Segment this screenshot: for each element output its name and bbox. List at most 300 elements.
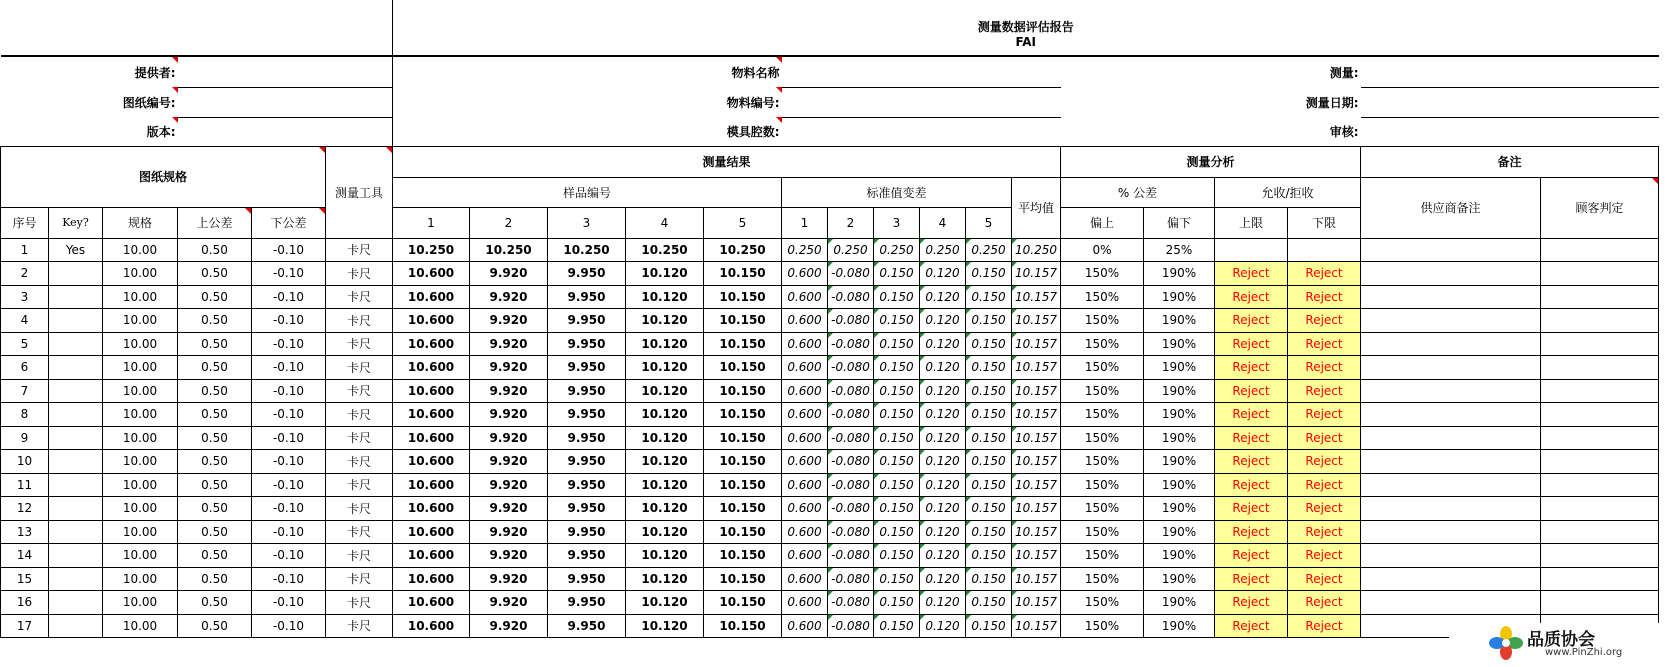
dev-col-header: 2 [828, 207, 874, 238]
std-dev-header: 标准值变差 [782, 177, 1012, 207]
seq-cell: 13 [1, 520, 49, 544]
seq-cell: 6 [1, 356, 49, 380]
sample-cell: 9.950 [548, 520, 626, 544]
lower-tol-cell: -0.10 [252, 426, 326, 450]
dev-cell: 0.250 [874, 238, 920, 262]
key-cell [49, 520, 103, 544]
sample-cell: 9.950 [548, 426, 626, 450]
sample-cell: 10.120 [626, 285, 704, 309]
tool-cell: 卡尺 [326, 614, 393, 638]
sample-cell: 9.950 [548, 450, 626, 474]
supplier-remark-cell[interactable] [1361, 403, 1541, 427]
dev-cell: -0.080 [828, 614, 874, 638]
dev-cell: 0.150 [966, 332, 1012, 356]
sample-cell: 10.600 [393, 544, 470, 568]
spec-cell: 10.00 [103, 497, 178, 521]
dev-cell: 0.150 [966, 591, 1012, 615]
lower-tol-cell: -0.10 [252, 497, 326, 521]
supplier-remark-cell[interactable] [1361, 332, 1541, 356]
customer-judge-cell[interactable] [1541, 332, 1659, 356]
seq-cell: 2 [1, 262, 49, 286]
mean-cell: 10.157 [1012, 567, 1061, 591]
table-row [1, 332, 1659, 356]
lower-result-cell: Reject [1288, 497, 1361, 521]
version-field[interactable] [178, 117, 393, 146]
sample-cell: 10.600 [393, 285, 470, 309]
dev-cell: 0.600 [782, 567, 828, 591]
tool-cell: 卡尺 [326, 356, 393, 380]
sample-cell: 9.920 [470, 309, 548, 333]
table-row [1, 285, 1659, 309]
customer-judge-cell[interactable] [1541, 309, 1659, 333]
key-cell [49, 544, 103, 568]
accept-reject-header: 允收/拒收 [1215, 177, 1361, 207]
key-cell [49, 567, 103, 591]
mean-cell: 10.157 [1012, 497, 1061, 521]
drawing-spec-header: 图纸规格 [1, 146, 326, 207]
material-name-label: 物料名称 [393, 56, 782, 87]
key-header: Key? [49, 207, 103, 238]
sample-cell: 9.920 [470, 473, 548, 497]
drawing-no-field[interactable] [178, 87, 393, 117]
lower-tol-cell: -0.10 [252, 262, 326, 286]
tool-cell: 卡尺 [326, 262, 393, 286]
dev-cell: 0.600 [782, 356, 828, 380]
pct-up-cell: 150% [1061, 544, 1144, 568]
pct-down-cell: 190% [1144, 426, 1215, 450]
sample-col-header: 4 [626, 207, 704, 238]
sample-cell: 9.920 [470, 520, 548, 544]
lower-result-cell: Reject [1288, 403, 1361, 427]
lower-result-cell: Reject [1288, 544, 1361, 568]
supplier-remark-cell[interactable] [1361, 426, 1541, 450]
seq-cell: 15 [1, 567, 49, 591]
sample-cell: 9.950 [548, 332, 626, 356]
spec-cell: 10.00 [103, 591, 178, 615]
table-row [1, 567, 1659, 591]
dev-cell: 0.150 [874, 520, 920, 544]
mean-cell: 10.250 [1012, 238, 1061, 262]
sample-no-header: 样品编号 [393, 177, 782, 207]
lower-tol-cell: -0.10 [252, 379, 326, 403]
dev-cell: -0.080 [828, 403, 874, 427]
sample-cell: 10.120 [626, 567, 704, 591]
mean-cell: 10.157 [1012, 544, 1061, 568]
supplier-remark-cell[interactable] [1361, 591, 1541, 615]
upper-tol-cell: 0.50 [178, 473, 252, 497]
dev-cell: 0.150 [874, 544, 920, 568]
upper-result-cell: Reject [1215, 544, 1288, 568]
spec-cell: 10.00 [103, 403, 178, 427]
dev-cell: 0.150 [966, 614, 1012, 638]
sample-cell: 10.600 [393, 497, 470, 521]
tool-cell: 卡尺 [326, 379, 393, 403]
sample-cell: 10.120 [626, 520, 704, 544]
dev-cell: 0.150 [966, 473, 1012, 497]
sample-cell: 9.950 [548, 591, 626, 615]
upper-result-cell: Reject [1215, 450, 1288, 474]
upper-tol-cell: 0.50 [178, 379, 252, 403]
table-row [1, 591, 1659, 615]
dev-cell: -0.080 [828, 544, 874, 568]
dev-cell: -0.080 [828, 379, 874, 403]
upper-tol-cell: 0.50 [178, 262, 252, 286]
customer-judge-cell[interactable] [1541, 238, 1659, 262]
dev-cell: 0.150 [874, 614, 920, 638]
lower-result-cell: Reject [1288, 332, 1361, 356]
customer-judge-cell[interactable] [1541, 544, 1659, 568]
table-row [1, 262, 1659, 286]
material-no-field[interactable] [782, 87, 1061, 117]
supplier-remark-cell[interactable] [1361, 473, 1541, 497]
dev-col-header: 1 [782, 207, 828, 238]
sample-cell: 10.600 [393, 262, 470, 286]
sample-cell: 9.920 [470, 450, 548, 474]
supplier-remark-cell[interactable] [1361, 285, 1541, 309]
dev-cell: 0.120 [920, 567, 966, 591]
sample-cell: 9.950 [548, 497, 626, 521]
tool-cell: 卡尺 [326, 450, 393, 474]
supplier-remark-cell[interactable] [1361, 567, 1541, 591]
spec-cell: 10.00 [103, 262, 178, 286]
upper-tol-cell: 0.50 [178, 544, 252, 568]
tool-cell: 卡尺 [326, 544, 393, 568]
upper-result-cell: Reject [1215, 262, 1288, 286]
dev-cell: 0.600 [782, 426, 828, 450]
version-label: 版本: [1, 117, 178, 146]
key-cell [49, 356, 103, 380]
mean-cell: 10.157 [1012, 309, 1061, 333]
tool-cell: 卡尺 [326, 285, 393, 309]
sample-cell: 9.950 [548, 356, 626, 380]
sample-cell: 9.920 [470, 426, 548, 450]
sample-cell: 9.950 [548, 379, 626, 403]
tool-cell: 卡尺 [326, 309, 393, 333]
customer-judge-cell[interactable] [1541, 379, 1659, 403]
lower-tol-cell: -0.10 [252, 520, 326, 544]
seq-cell: 3 [1, 285, 49, 309]
key-cell [49, 332, 103, 356]
pct-up-cell: 150% [1061, 497, 1144, 521]
mean-cell: 10.157 [1012, 262, 1061, 286]
sample-cell: 10.600 [393, 379, 470, 403]
upper-result-cell: Reject [1215, 567, 1288, 591]
table-row [1, 497, 1659, 521]
dev-cell: 0.150 [874, 309, 920, 333]
key-cell [49, 591, 103, 615]
table-row [1, 238, 1659, 262]
customer-judge-cell[interactable] [1541, 403, 1659, 427]
seq-cell: 7 [1, 379, 49, 403]
customer-judge-cell[interactable] [1541, 567, 1659, 591]
upper-result-cell: Reject [1215, 520, 1288, 544]
upper-result-cell: Reject [1215, 614, 1288, 638]
tool-cell: 卡尺 [326, 426, 393, 450]
sample-cell: 10.600 [393, 473, 470, 497]
dev-cell: 0.150 [874, 403, 920, 427]
data-rows [1, 238, 1659, 638]
measure-date-label: 测量日期: [1305, 95, 1359, 110]
dev-cell: 0.600 [782, 262, 828, 286]
upper-tol-cell: 0.50 [178, 520, 252, 544]
cavity-field[interactable] [782, 117, 1061, 146]
lower-result-cell: Reject [1288, 591, 1361, 615]
pct-up-cell: 150% [1061, 426, 1144, 450]
upper-result-cell: Reject [1215, 285, 1288, 309]
dev-cell: 0.120 [920, 520, 966, 544]
dev-cell: 0.600 [782, 591, 828, 615]
seq-cell: 8 [1, 403, 49, 427]
upper-tol-cell: 0.50 [178, 450, 252, 474]
dev-cell: 0.120 [920, 473, 966, 497]
dev-cell: 0.150 [874, 591, 920, 615]
sample-cell: 10.120 [626, 356, 704, 380]
sample-cell: 10.150 [704, 591, 782, 615]
customer-judge-cell[interactable] [1541, 497, 1659, 521]
material-no-label: 物料编号: [393, 87, 782, 117]
sample-col-header: 2 [470, 207, 548, 238]
sample-cell: 9.950 [548, 403, 626, 427]
sample-cell: 10.600 [393, 426, 470, 450]
key-cell [49, 379, 103, 403]
sample-cell: 10.150 [704, 450, 782, 474]
sample-cell: 9.920 [470, 262, 548, 286]
spec-cell: 10.00 [103, 520, 178, 544]
supplier-remark-cell[interactable] [1361, 238, 1541, 262]
review-label: 审核: [1329, 124, 1359, 139]
results-header: 测量结果 [393, 146, 1061, 177]
sample-cell: 10.600 [393, 309, 470, 333]
upper-tol-cell: 0.50 [178, 591, 252, 615]
spec-cell: 10.00 [103, 356, 178, 380]
dev-cell: 0.150 [966, 567, 1012, 591]
key-cell [49, 614, 103, 638]
seq-cell: 10 [1, 450, 49, 474]
spec-cell: 10.00 [103, 238, 178, 262]
sample-cell: 10.150 [704, 379, 782, 403]
sample-cell: 10.150 [704, 285, 782, 309]
mean-cell: 10.157 [1012, 614, 1061, 638]
upper-tol-cell: 0.50 [178, 426, 252, 450]
pct-down-cell: 190% [1144, 403, 1215, 427]
spec-cell: 10.00 [103, 614, 178, 638]
measure-field[interactable] [1361, 56, 1659, 87]
sample-cell: 10.150 [704, 426, 782, 450]
dev-cell: 0.250 [966, 238, 1012, 262]
sample-cell: 9.950 [548, 473, 626, 497]
seq-cell: 9 [1, 426, 49, 450]
dev-cell: 0.120 [920, 497, 966, 521]
review-field[interactable] [1361, 117, 1659, 146]
dev-cell: 0.600 [782, 544, 828, 568]
sample-cell: 9.920 [470, 567, 548, 591]
lower-result-cell: Reject [1288, 379, 1361, 403]
key-cell [49, 497, 103, 521]
dev-cell: 0.600 [782, 497, 828, 521]
sample-cell: 10.250 [626, 238, 704, 262]
customer-judge-cell[interactable] [1541, 591, 1659, 615]
customer-judge-cell[interactable] [1541, 426, 1659, 450]
pct-down-cell: 190% [1144, 544, 1215, 568]
blank-cell [1, 35, 393, 56]
sample-cell: 10.120 [626, 426, 704, 450]
dev-cell: 0.120 [920, 356, 966, 380]
dev-cell: 0.250 [920, 238, 966, 262]
report-title: 测量数据评估报告 [393, 0, 1659, 35]
dev-cell: -0.080 [828, 473, 874, 497]
dev-cell: 0.150 [874, 473, 920, 497]
table-row [1, 520, 1659, 544]
measure-date-field[interactable] [1361, 87, 1659, 117]
mean-cell: 10.157 [1012, 426, 1061, 450]
dev-col-header: 5 [966, 207, 1012, 238]
customer-judge-cell[interactable] [1541, 285, 1659, 309]
table-row [1, 450, 1659, 474]
lower-tol-cell: -0.10 [252, 309, 326, 333]
tool-cell: 卡尺 [326, 591, 393, 615]
lower-result-cell: Reject [1288, 520, 1361, 544]
dev-cell: -0.080 [828, 497, 874, 521]
pct-up-cell: 150% [1061, 262, 1144, 286]
seq-cell: 11 [1, 473, 49, 497]
pct-up-cell: 150% [1061, 356, 1144, 380]
customer-judge-cell[interactable] [1541, 356, 1659, 380]
sample-cell: 9.920 [470, 356, 548, 380]
sample-cell: 10.120 [626, 379, 704, 403]
sample-cell: 10.150 [704, 403, 782, 427]
supplier-remark-cell[interactable] [1361, 262, 1541, 286]
sample-cell: 10.120 [626, 473, 704, 497]
upper-result-cell: Reject [1215, 356, 1288, 380]
supplier-remark-cell[interactable] [1361, 520, 1541, 544]
mean-cell: 10.157 [1012, 285, 1061, 309]
mean-cell: 10.157 [1012, 473, 1061, 497]
upper-tol-cell: 0.50 [178, 238, 252, 262]
upper-result-cell: Reject [1215, 473, 1288, 497]
sample-cell: 10.250 [393, 238, 470, 262]
sample-cell: 9.950 [548, 614, 626, 638]
tool-cell: 卡尺 [326, 520, 393, 544]
pct-down-cell: 190% [1144, 356, 1215, 380]
pct-up-cell: 150% [1061, 614, 1144, 638]
pct-up-cell: 150% [1061, 591, 1144, 615]
dev-cell: -0.080 [828, 426, 874, 450]
pct-down-cell: 190% [1144, 497, 1215, 521]
sample-cell: 10.120 [626, 450, 704, 474]
pct-down-cell: 190% [1144, 285, 1215, 309]
dev-cell: 0.120 [920, 379, 966, 403]
supplier-remark-cell[interactable] [1361, 497, 1541, 521]
sample-cell: 10.250 [548, 238, 626, 262]
table-row [1, 309, 1659, 333]
supplier-remark-cell[interactable] [1361, 356, 1541, 380]
dev-cell: -0.080 [828, 591, 874, 615]
mean-cell: 10.157 [1012, 520, 1061, 544]
dev-cell: 0.120 [920, 591, 966, 615]
sample-cell: 10.600 [393, 332, 470, 356]
seq-cell: 16 [1, 591, 49, 615]
watermark-name: 品质协会 [1527, 630, 1595, 650]
dev-cell: 0.120 [920, 544, 966, 568]
seq-header: 序号 [1, 207, 49, 238]
sample-cell: 10.150 [704, 520, 782, 544]
table-row [1, 544, 1659, 568]
upper-result-cell: Reject [1215, 332, 1288, 356]
sample-cell: 9.920 [470, 497, 548, 521]
bias-down-header: 偏下 [1144, 207, 1215, 238]
customer-judge-cell[interactable] [1541, 520, 1659, 544]
dev-cell: 0.600 [782, 332, 828, 356]
lower-tol-cell: -0.10 [252, 473, 326, 497]
dev-cell: 0.120 [920, 309, 966, 333]
dev-cell: 0.150 [874, 332, 920, 356]
supplier-remark-cell[interactable] [1361, 544, 1541, 568]
pct-up-cell: 150% [1061, 450, 1144, 474]
lower-tol-cell: -0.10 [252, 356, 326, 380]
supplier-field[interactable] [178, 56, 393, 87]
sample-cell: 9.920 [470, 379, 548, 403]
sample-cell: 9.920 [470, 403, 548, 427]
tool-cell: 卡尺 [326, 497, 393, 521]
pct-up-cell: 150% [1061, 567, 1144, 591]
seq-cell: 4 [1, 309, 49, 333]
pct-down-cell: 190% [1144, 614, 1215, 638]
tool-cell: 卡尺 [326, 473, 393, 497]
lower-tol-header: 下公差 [252, 207, 326, 238]
key-cell [49, 473, 103, 497]
pct-down-cell: 190% [1144, 567, 1215, 591]
material-name-field[interactable] [782, 56, 1061, 87]
dev-cell: 0.120 [920, 403, 966, 427]
customer-judge-cell[interactable] [1541, 473, 1659, 497]
supplier-remark-cell[interactable] [1361, 309, 1541, 333]
supplier-remark-cell[interactable] [1361, 450, 1541, 474]
pct-up-cell: 150% [1061, 403, 1144, 427]
sample-cell: 10.120 [626, 614, 704, 638]
dev-cell: 0.120 [920, 614, 966, 638]
spec-cell: 10.00 [103, 332, 178, 356]
analysis-header: 测量分析 [1061, 146, 1361, 177]
dev-cell: -0.080 [828, 332, 874, 356]
customer-judge-cell[interactable] [1541, 262, 1659, 286]
pct-down-cell: 190% [1144, 379, 1215, 403]
sample-cell: 10.250 [470, 238, 548, 262]
seq-cell: 17 [1, 614, 49, 638]
dev-cell: 0.120 [920, 332, 966, 356]
sample-cell: 9.950 [548, 544, 626, 568]
table-row [1, 356, 1659, 380]
lower-result-cell: Reject [1288, 356, 1361, 380]
key-cell: Yes [49, 238, 103, 262]
customer-judge-cell[interactable] [1541, 450, 1659, 474]
flower-logo-icon [1489, 626, 1523, 660]
dev-cell: -0.080 [828, 285, 874, 309]
pct-down-cell: 190% [1144, 520, 1215, 544]
mean-header: 平均值 [1012, 177, 1061, 238]
upper-result-cell: Reject [1215, 426, 1288, 450]
sample-cell: 10.600 [393, 450, 470, 474]
seq-cell: 14 [1, 544, 49, 568]
dev-cell: 0.150 [874, 285, 920, 309]
dev-cell: 0.120 [920, 285, 966, 309]
supplier-remark-cell[interactable] [1361, 379, 1541, 403]
pct-up-cell: 150% [1061, 332, 1144, 356]
dev-cell: 0.600 [782, 379, 828, 403]
key-cell [49, 426, 103, 450]
seq-cell: 1 [1, 238, 49, 262]
key-cell [49, 285, 103, 309]
lower-result-cell: Reject [1288, 285, 1361, 309]
